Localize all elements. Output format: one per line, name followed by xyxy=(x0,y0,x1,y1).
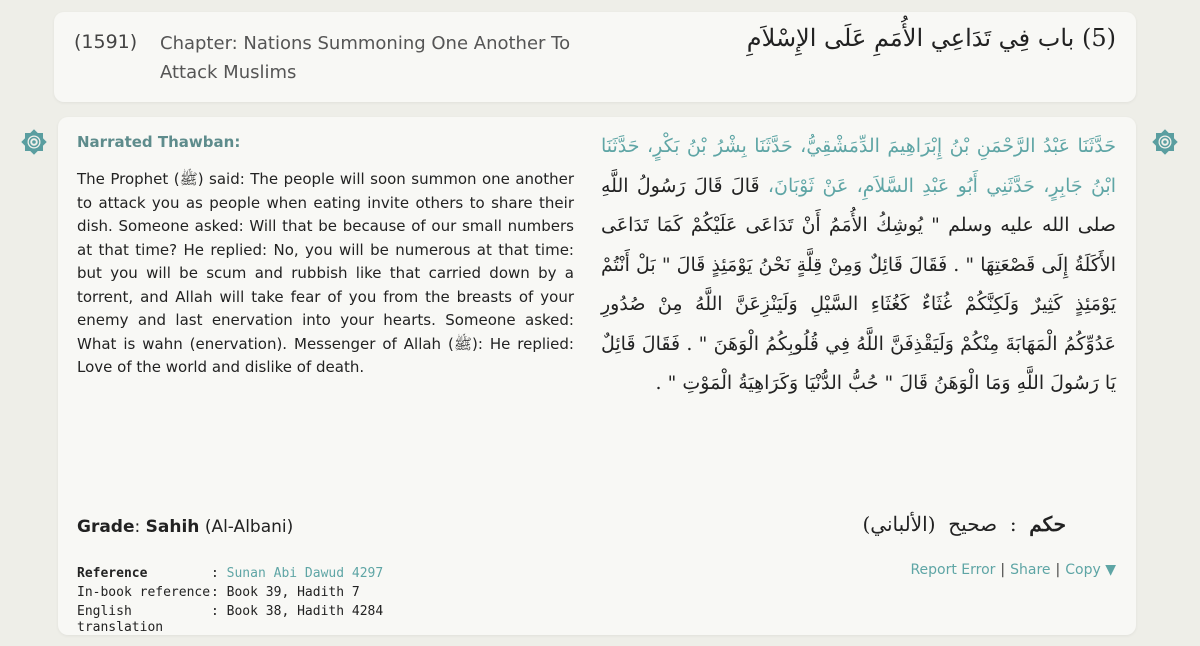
share-link[interactable]: Share xyxy=(1010,562,1051,578)
grade-colon-ar: : xyxy=(1009,512,1017,536)
translation-reference-sep: : xyxy=(211,604,227,619)
inbook-reference-value-cell xyxy=(211,585,383,604)
report-error-link[interactable]: Report Error xyxy=(910,562,996,578)
inbook-reference-sep: : xyxy=(211,585,227,600)
inbook-reference-label: In-book reference xyxy=(77,585,211,600)
grade-value: Sahih xyxy=(145,517,200,537)
ornament-left-icon xyxy=(19,127,49,157)
narrator: Narrated Thawban: xyxy=(77,133,241,151)
translation-reference-label: English translation xyxy=(77,604,164,635)
translation-reference-value-cell xyxy=(211,604,383,639)
hadith-matn-ar: قَالَ قَالَ رَسُولُ اللَّهِ صلى الله عليه وسلم " يُوشِكُ الأُمَمُ أَنْ تَدَاعَى عَلَيْكُمْ كَمَا تَدَاعَى الأَكَلَةُ إِلَى قَصْعَتِهَا " . فَقَالَ قَائِلٌ وَمِنْ قِلَّةٍ نَحْنُ يَوْمَئِذٍ قَالَ " بَلْ أَنْتُمْ يَوْمَئِذٍ كَثِيرٌ وَلَكِنَّكُمْ غُثَاءٌ كَغُثَاءِ السَّيْلِ وَلَيَنْزِعَنَّ اللَّهُ مِنْ صُدُورِ عَدُوِّكُمُ الْمَهَابَةَ مِنْكُمْ وَلَيَقْذِفَنَّ اللَّهُ فِي قُلُوبِكُمُ الْوَهَنَ " . فَقَالَ قَائِلٌ يَا رَسُولَ اللَّهِ وَمَا الْوَهَنُ قَالَ " حُبُّ الدُّنْيَا وَكَرَاهِيَةُ الْمَوْتِ " . xyxy=(601,174,1116,394)
ornament-right-icon xyxy=(1150,127,1180,157)
hadith-card xyxy=(58,117,1136,635)
actions-separator: | xyxy=(1000,562,1006,578)
grade-source-ar: (الألباني) xyxy=(862,512,936,536)
reference-row xyxy=(77,566,383,585)
reference-link[interactable]: Sunan Abi Dawud 4297 xyxy=(226,566,384,581)
chapter-title-en: Chapter: Nations Summoning One Another To Attack Muslims xyxy=(160,33,571,83)
reference-sep: : xyxy=(211,566,227,581)
actions-separator: | xyxy=(1055,562,1061,578)
grade-colon: : xyxy=(134,517,141,537)
reference-table xyxy=(77,566,383,639)
grade-label: Grade xyxy=(77,517,135,537)
chapter-header xyxy=(54,12,1136,102)
hadith-actions xyxy=(910,562,1116,578)
grade-label-ar: حكم xyxy=(1029,512,1066,536)
reference-label: Reference xyxy=(77,566,148,581)
reference-value-cell xyxy=(211,566,383,585)
translation-reference-row xyxy=(77,604,383,639)
translation-reference-value: Book 38, Hadith 4284 xyxy=(226,604,384,619)
inbook-reference-row xyxy=(77,585,383,604)
grade-ar xyxy=(863,512,1067,536)
hadith-isnad-ar: حَدَّثَنَا عَبْدُ الرَّحْمَنِ بْنُ إِبْرَاهِيمَ الدِّمَشْقِيُّ، حَدَّثَنَا بِشْرُ بْنُ بَكْرٍ، حَدَّثَنَا ابْنُ جَابِرٍ، حَدَّثَنِي أَبُو عَبْدِ السَّلاَمِ، عَنْ ثَوْبَانَ، xyxy=(601,135,1116,197)
hadith-text-en: The Prophet (ﷺ) said: The people will soon summon one another to attack you as people when eating invite others to share their dish. Someone asked: Will that be because of our small numbers at that time? He replied: No, you will be numerous at that time: but you will be scum and rubbish like that carried down by a torrent, and Allah will take fear of you from the breasts of your enemy and last enervation into your hearts. Someone asked: What is wahn (enervation). Messenger of Allah (ﷺ): He replied: Love of the world and dislike of death. xyxy=(77,170,574,376)
chapter-number: (1591) xyxy=(74,31,138,53)
inbook-reference-value: Book 39, Hadith 7 xyxy=(226,585,360,600)
hadith-text-ar xyxy=(601,127,1116,404)
grade-value-ar: صحيح xyxy=(948,512,998,536)
grade-en xyxy=(77,517,293,537)
copy-dropdown[interactable]: Copy ▼ xyxy=(1065,562,1116,578)
grade-source: (Al-Albani) xyxy=(204,517,294,537)
chapter-title-ar: (5) باب فِي تَدَاعِي الأُمَمِ عَلَى الإِسْلاَمِ xyxy=(746,24,1116,52)
